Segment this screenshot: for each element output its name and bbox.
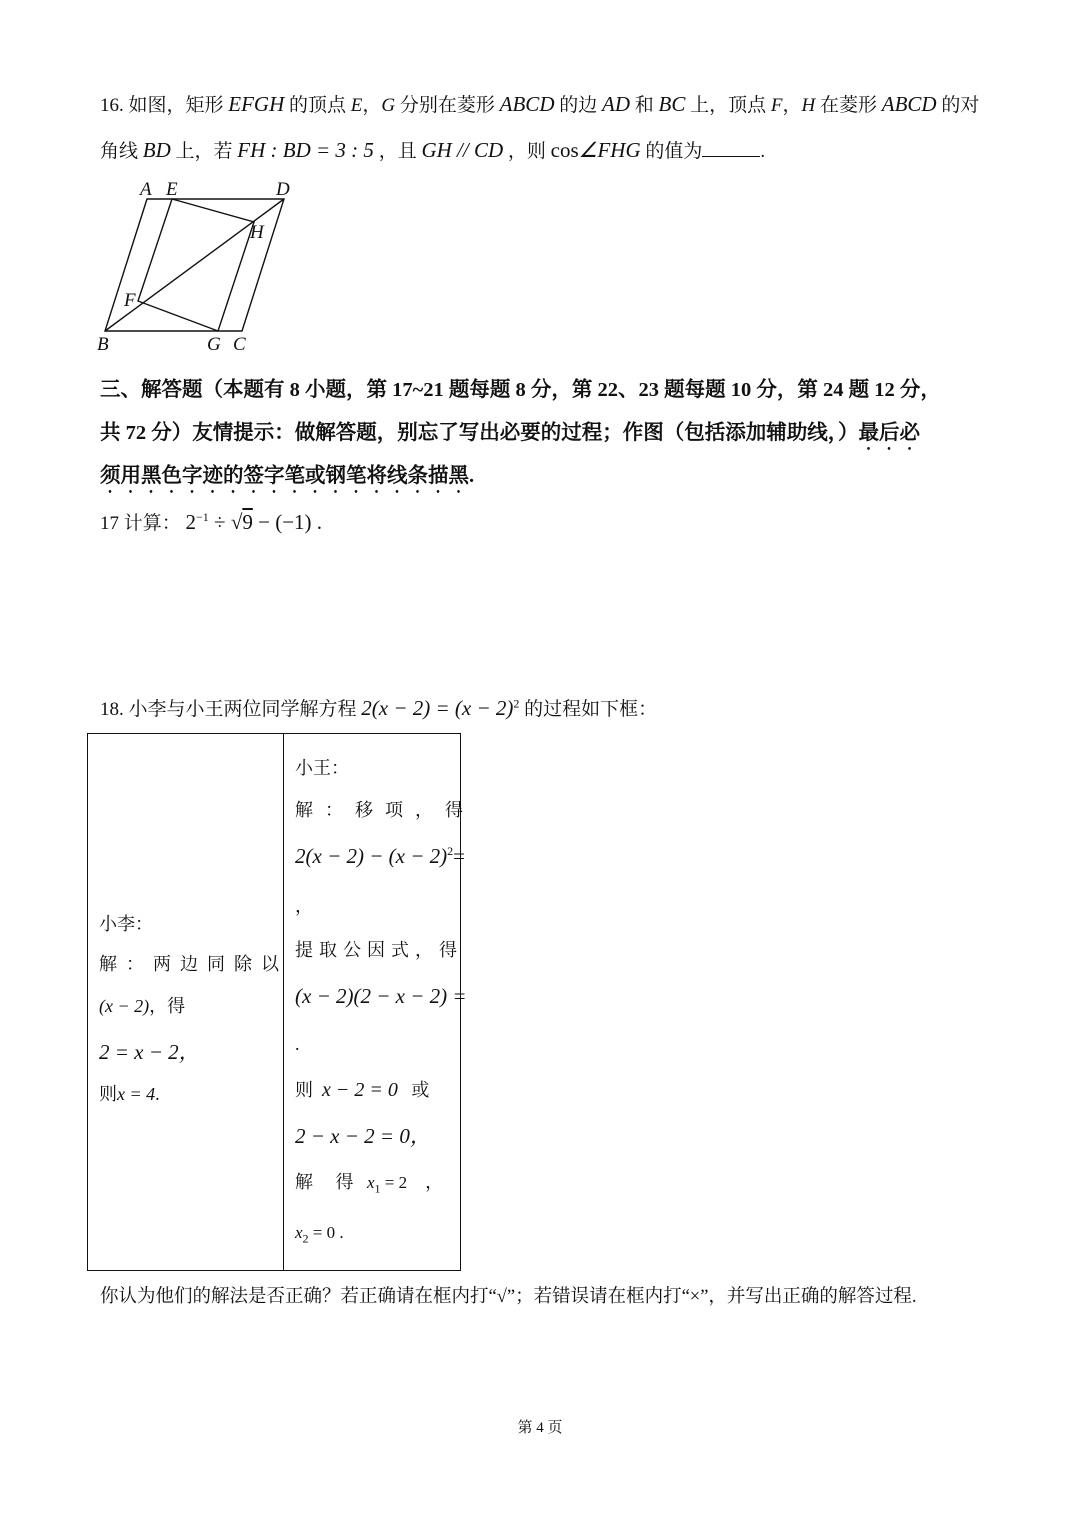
xiaoli-cell[interactable] [88,734,288,1271]
q16-text: ， [362,95,382,116]
q16-text: 和 [634,95,654,116]
q16-text: 的顶点 [289,95,347,116]
q16-math: BC [658,92,686,116]
label-d: D [276,179,290,200]
q18-equation: 2(x − 2) = (x − 2) [361,696,514,720]
section3-emphasis: 最后必 [858,422,920,444]
section3-line3 [100,458,474,498]
q17-label: 计算： [123,513,181,534]
xiaoli-name: 小李： [99,914,153,934]
q18-text: 的过程如下框： [524,699,658,720]
q16-text: 的对 [941,95,980,116]
q16-math: EFGH [228,92,285,116]
xiaoli-step2: (x − 2)，得 [99,996,186,1016]
xiaowang-cell[interactable] [284,734,475,1271]
q18-equation-exponent: 2 [513,696,520,711]
q16-text: 的边 [559,95,598,116]
q16-math: F [770,95,783,116]
xiaowang-step3: ， [295,896,313,916]
q16-line1 [100,90,979,117]
q16-math: AD [602,92,630,116]
xiaowang-step8: 2 − x − 2 = 0， [295,1124,431,1148]
section3-text: . [469,465,475,487]
q17-number: 17 [100,513,119,534]
q16-math: GH // CD [421,138,504,162]
rectangle-efgh [138,199,254,331]
q16-math: ABCD [499,92,555,116]
q17 [100,508,322,535]
q16-text: 在菱形 [819,95,877,116]
xiaowang-step1: 解：移项，得 [295,800,475,820]
label-h: H [250,222,264,243]
section3-text: 共 72 分）友情提示：做解答题，别忘了写出必要的过程；作图（包括添加辅助线，） [100,422,859,444]
label-c: C [233,334,246,355]
label-g: G [207,334,221,355]
q16-math: FH : BD = 3 : 5 [237,138,374,162]
xiaowang-step4: 提取公因式，得 [295,940,463,960]
q16-text: 16. 如图，矩形 [100,95,224,116]
q16-math: ∠FHG [578,138,641,162]
label-f: F [124,290,136,311]
q16-text: ，且 [378,141,417,162]
xiaoli-step1: 解：两边同除以 [99,954,288,974]
q16-text: ，则 [507,141,546,162]
label-a: A [140,179,152,200]
xiaoli-step3: 2 = x − 2， [99,1040,200,1064]
answer-blank[interactable] [702,138,760,157]
q16-text: ， [782,95,802,116]
xiaowang-step10: $x_2 = 0$ . [295,1223,344,1246]
xiaowang-step9: 解 得 $x_1 = 2$ ， [295,1172,444,1196]
q18-intro [100,694,657,721]
solution-box [87,733,475,1271]
q16-math: G [381,95,396,116]
diagonal-bd [105,199,284,331]
rhombus-figure [92,176,322,356]
q16-text: . [760,141,766,162]
q16-text: 上，顶点 [690,95,767,116]
q18-question: 你认为他们的解法是否正确？若正确请在框内打“√”；若错误请在框内打“×”，并写出正确的解答过程. [100,1287,917,1307]
section3-line2 [100,415,920,455]
page-footer: 第 4 页 [517,1420,563,1436]
q16-math: BD [142,138,171,162]
xiaoli-step4: 则x = 4. [99,1084,160,1104]
q16-math: E [350,95,363,116]
section3-emphasis: 须用黑色字迹的签字笔或钢笔将线条描黑 [100,465,469,487]
q16-math: H [801,95,816,116]
q16-line2 [100,136,765,163]
q16-math: ABCD [881,92,937,116]
q16-text: 分别在菱形 [399,95,495,116]
xiaowang-step2: $2(x - 2) - (x - 2)^2=$ [295,844,465,868]
xiaowang-step6: . [295,1034,300,1054]
label-e: E [166,179,178,200]
xiaowang-step5: (x − 2)(2 − x − 2) = [295,984,467,1008]
xiaowang-name: 小王： [295,758,349,778]
label-b: B [97,334,109,355]
q16-text: 角线 [100,141,139,162]
q16-math: cos [550,138,579,162]
q18-text: 18. 小李与小王两位同学解方程 [100,699,357,720]
xiaowang-step7: 则 x − 2 = 0 或 [295,1079,430,1101]
q16-text: 的值为 [645,141,703,162]
section3-line1: 三、解答题（本题有 8 小题，第 17~21 题每题 8 分，第 22、23 题每题 10 分，第 24 题 12 分， [100,379,941,401]
q17-expression: $2^{-1} \div √9 - (-1)$ . [185,510,323,534]
q16-text: 上，若 [175,141,233,162]
